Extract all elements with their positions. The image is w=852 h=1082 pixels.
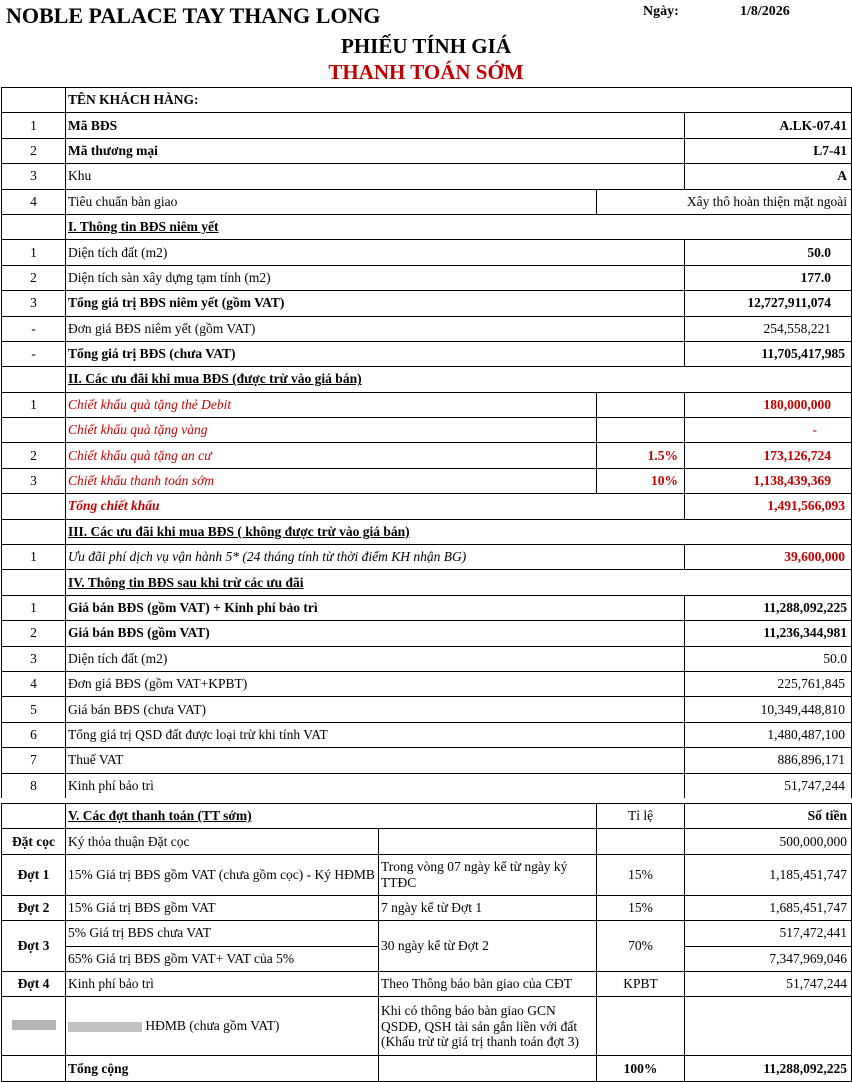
row-label: Khu (66, 164, 685, 189)
final-row (2, 748, 852, 773)
amount-header: Số tiền (685, 804, 852, 829)
stage-amount: 7,347,969,046 (685, 946, 852, 971)
discount-total-row (2, 494, 852, 519)
row-label: Tổng giá trị BĐS (chưa VAT) (66, 341, 685, 366)
section-1-header (2, 214, 852, 239)
row-value: 177.0 (685, 265, 852, 290)
stage-timing: Theo Thông báo bàn giao của CĐT (379, 971, 597, 996)
stage-timing: Khi có thông báo bàn giao GCN QSDĐ, QSH tài sản gắn liền với đất (Khấu trừ từ giá trị thanh toán đợt 3) (379, 997, 597, 1056)
section-title: I. Thông tin BĐS niêm yết (66, 214, 852, 239)
stage-4-row (2, 971, 852, 996)
final-row (2, 621, 852, 646)
customer-row (2, 88, 852, 113)
row-label: Tổng giá trị QSD đất được loại trừ khi tính VAT (66, 722, 685, 747)
stage-label: Đặt cọc (2, 829, 66, 854)
section-title: V. Các đợt thanh toán (TT sớm) (66, 804, 597, 829)
final-row (2, 646, 852, 671)
row-no: - (2, 316, 66, 341)
stage-rate: 15% (597, 854, 685, 895)
row-value: L7-41 (685, 138, 852, 163)
listing-row (2, 291, 852, 316)
stage-desc: Kinh phí bảo trì (66, 971, 379, 996)
stage-desc: 15% Giá trị BĐS gồm VAT (chưa gồm cọc) - Ký HĐMB (66, 854, 379, 895)
listing-row (2, 265, 852, 290)
stage-3-row (2, 921, 852, 946)
total-label: Tổng cộng (66, 1056, 379, 1082)
row-no: 1 (2, 392, 66, 417)
row-percent: 10% (597, 468, 685, 493)
row-label: Mã BĐS (66, 113, 685, 138)
row-no: 2 (2, 138, 66, 163)
row-no: 7 (2, 748, 66, 773)
row-label: Diện tích đất (m2) (66, 646, 685, 671)
row-value: 50.0 (685, 646, 852, 671)
row-value: 51,747,244 (685, 773, 852, 798)
row-no: 6 (2, 722, 66, 747)
page-subtitle: THANH TOÁN SỚM (328, 60, 524, 84)
incentive-row (2, 545, 852, 570)
row-value: 886,896,171 (685, 748, 852, 773)
section-title: III. Các ưu đãi khi mua BĐS ( không được trừ vào giá bán) (66, 519, 852, 544)
row-label: Giá bán BĐS (gồm VAT) (66, 621, 685, 646)
row-value: 11,705,417,985 (685, 341, 852, 366)
row-value: 12,727,911,074 (685, 291, 852, 316)
row-value: A.LK-07.41 (685, 113, 852, 138)
row-value: A (685, 164, 852, 189)
row-value: 225,761,845 (685, 671, 852, 696)
stage-desc: 65% Giá trị BĐS gồm VAT+ VAT của 5% (66, 946, 379, 971)
discount-row (2, 392, 852, 417)
stage-label: Đợt 3 (2, 921, 66, 972)
stage-1-row (2, 854, 852, 895)
row-label: Ưu đãi phí dịch vụ vận hành 5* (24 tháng tính từ thời điểm KH nhận BG) (66, 545, 685, 570)
row-value: 10,349,448,810 (685, 697, 852, 722)
project-name: NOBLE PALACE TAY THANG LONG (6, 3, 381, 28)
stage-amount: 1,185,451,747 (685, 854, 852, 895)
row-value: 1,138,439,369 (685, 468, 852, 493)
row-value: 1,491,566,093 (685, 494, 852, 519)
stage-rate: KPBT (597, 971, 685, 996)
row-no: 1 (2, 595, 66, 620)
row-no: 2 (2, 621, 66, 646)
row-no: - (2, 341, 66, 366)
total-rate: 100% (597, 1056, 685, 1082)
discount-row (2, 418, 852, 443)
final-row (2, 595, 852, 620)
listing-row (2, 341, 852, 366)
row-value: 254,558,221 (685, 316, 852, 341)
stage-2-row (2, 895, 852, 920)
row-no: 3 (2, 291, 66, 316)
final-row (2, 773, 852, 798)
stage-label: Đợt 4 (2, 971, 66, 996)
row-label: Tiêu chuẩn bàn giao (66, 189, 597, 214)
row-label: Chiết khấu quà tặng vàng (66, 418, 597, 443)
stage-rate: 70% (597, 921, 685, 972)
listing-row (2, 316, 852, 341)
price-sheet-table (1, 87, 852, 798)
info-row (2, 164, 852, 189)
row-value: Xây thô hoàn thiện mặt ngoài (597, 189, 852, 214)
row-value: 173,126,724 (685, 443, 852, 468)
stage-amount: 517,472,441 (685, 921, 852, 946)
section-title: II. Các ưu đãi khi mua BĐS (được trừ vào giá bán) (66, 367, 852, 392)
row-no: 5 (2, 697, 66, 722)
row-no: 1 (2, 545, 66, 570)
stage-desc: HĐMB (chưa gồm VAT) (145, 1018, 280, 1034)
discount-row (2, 468, 852, 493)
stage-desc: 15% Giá trị BĐS gồm VAT (66, 895, 379, 920)
page-title: PHIẾU TÍNH GIÁ (341, 34, 511, 58)
row-label: Giá bán BĐS (chưa VAT) (66, 697, 685, 722)
info-row (2, 189, 852, 214)
row-no: 1 (2, 113, 66, 138)
row-no: 3 (2, 164, 66, 189)
row-no: 2 (2, 443, 66, 468)
stage-desc: Ký thỏa thuận Đặt cọc (66, 829, 379, 854)
customer-label: TÊN KHÁCH HÀNG: (66, 88, 852, 113)
row-value: 39,600,000 (685, 545, 852, 570)
listing-row (2, 240, 852, 265)
stage-label: Đợt 1 (2, 854, 66, 895)
section-title: IV. Thông tin BĐS sau khi trừ các ưu đãi (66, 570, 852, 595)
final-row (2, 722, 852, 747)
row-no: 4 (2, 671, 66, 696)
section-3-header (2, 519, 852, 544)
row-value: 1,480,487,100 (685, 722, 852, 747)
row-value: 50.0 (685, 240, 852, 265)
info-row (2, 113, 852, 138)
stage-label: Đợt 2 (2, 895, 66, 920)
row-label: Giá bán BĐS (gồm VAT) + Kinh phí bảo trì (66, 595, 685, 620)
stage-label-redacted (2, 997, 66, 1056)
row-value: - (685, 418, 852, 443)
row-value: 11,288,092,225 (685, 595, 852, 620)
row-label: Chiết khấu quà tặng an cư (66, 443, 597, 468)
info-row (2, 138, 852, 163)
redacted-mark (12, 1020, 56, 1030)
row-no: 3 (2, 468, 66, 493)
row-label: Tổng giá trị BĐS niêm yết (gồm VAT) (66, 291, 685, 316)
row-value: 180,000,000 (685, 392, 852, 417)
row-label: Đơn giá BĐS (gồm VAT+KPBT) (66, 671, 685, 696)
row-label: Tổng chiết khấu (66, 494, 685, 519)
rate-header: Tỉ lệ (597, 804, 685, 829)
stage-desc: 5% Giá trị BĐS chưa VAT (66, 921, 379, 946)
row-label: Chiết khấu quà tặng thẻ Debit (66, 392, 597, 417)
stage-amount: 1,685,451,747 (685, 895, 852, 920)
stage-5-row (2, 997, 852, 1056)
row-no: 1 (2, 240, 66, 265)
row-percent: 1.5% (597, 443, 685, 468)
total-amount: 11,288,092,225 (685, 1056, 852, 1082)
row-no: 3 (2, 646, 66, 671)
row-label: Đơn giá BĐS niêm yết (gồm VAT) (66, 316, 685, 341)
row-no (2, 418, 66, 443)
stage-amount: 51,747,244 (685, 971, 852, 996)
stage-amount: 500,000,000 (685, 829, 852, 854)
stage-timing: 30 ngày kể từ Đợt 2 (379, 921, 597, 972)
discount-row (2, 443, 852, 468)
row-value: 11,236,344,981 (685, 621, 852, 646)
final-row (2, 671, 852, 696)
date-value: 1/8/2026 (740, 4, 790, 19)
row-no: 8 (2, 773, 66, 798)
schedule-total-row (2, 1056, 852, 1082)
date-label: Ngày: (643, 4, 679, 19)
section-4-header (2, 570, 852, 595)
row-label: Chiết khấu thanh toán sớm (66, 468, 597, 493)
schedule-header-row (2, 804, 852, 829)
stage-timing: 7 ngày kể từ Đợt 1 (379, 895, 597, 920)
deposit-row (2, 829, 852, 854)
row-label: Mã thương mại (66, 138, 685, 163)
payment-schedule-table (1, 803, 852, 1082)
row-no: 4 (2, 189, 66, 214)
section-2-header (2, 367, 852, 392)
row-label: Kinh phí bảo trì (66, 773, 685, 798)
row-label: Diện tích đất (m2) (66, 240, 685, 265)
redacted-mark (68, 1022, 142, 1032)
stage-timing: Trong vòng 07 ngày kể từ ngày ký TTĐC (379, 854, 597, 895)
row-no: 2 (2, 265, 66, 290)
row-label: Thuế VAT (66, 748, 685, 773)
row-label: Diện tích sàn xây dựng tạm tính (m2) (66, 265, 685, 290)
final-row (2, 697, 852, 722)
stage-rate: 15% (597, 895, 685, 920)
